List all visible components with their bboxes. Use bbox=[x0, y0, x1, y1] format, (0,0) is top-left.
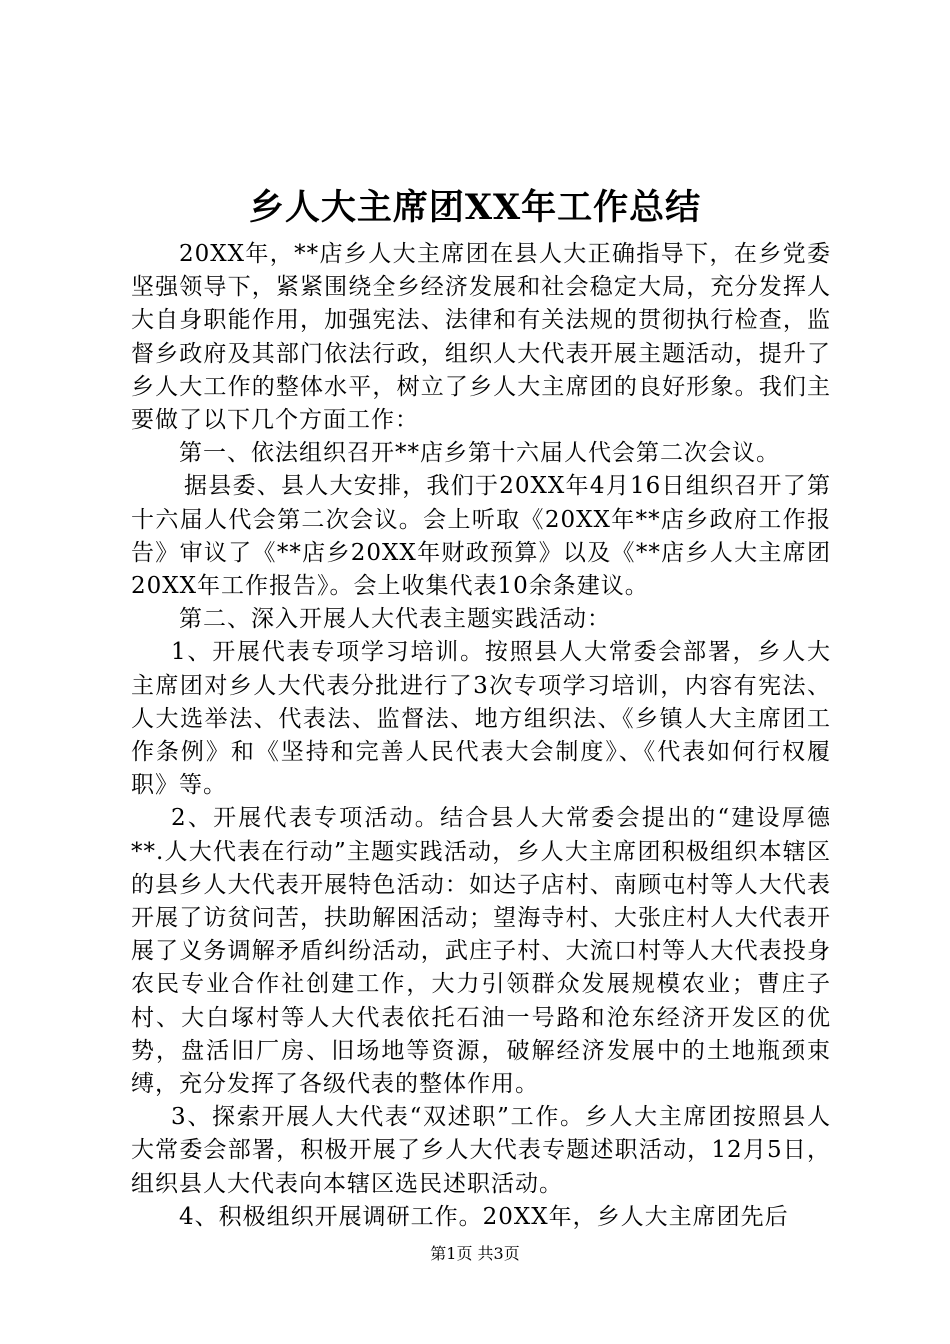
paragraph-section-2-heading: 第二、深入开展人大代表主题实践活动： bbox=[179, 606, 611, 633]
paragraph-item-1: 1、开展代表专项学习培训。按照县人大常委会部署，乡人大主席团对乡人大代表分批进行了3次专项学习培训，内容有宪法、人大选举法、代表法、监督法、地方组织法、《乡镇人大主席团工作条例》和《坚持和完善人民代表大会制度》、《代表如何行权履职》等。 bbox=[131, 639, 831, 799]
document-title: 乡人大主席团XX年工作总结 bbox=[248, 187, 702, 228]
paragraph-section-1-heading: 第一、依法组织召开**店乡第十六届人代会第二次会议。 bbox=[179, 440, 780, 467]
page-number: 第1页 共3页 bbox=[430, 1244, 520, 1263]
paragraph-section-1-body: 据县委、县人大安排，我们于20XX年4月16日组织召开了第十六届人代会第二次会议。会上听取《20XX年**店乡政府工作报告》审议了《**店乡20XX年财政预算》以及《**店乡人大主席团20XX年工作报告》。会上收集代表10余条建议。 bbox=[131, 473, 831, 600]
paragraph-intro: 20XX年，**店乡人大主席团在县人大正确指导下，在乡党委坚强领导下，紧紧围绕全乡经济发展和社会稳定大局，充分发挥人大自身职能作用，加强宪法、法律和有关法规的贯彻执行检查，监督乡政府及其部门依法行政，组织人大代表开展主题活动，提升了乡人大工作的整体水平，树立了乡人大主席团的良好形象。我们主要做了以下几个方面工作： bbox=[131, 241, 831, 434]
paragraph-item-4: 4、积极组织开展调研工作。20XX年，乡人大主席团先后 bbox=[179, 1203, 789, 1230]
paragraph-item-3: 3、探索开展人大代表“双述职”工作。乡人大主席团按照县人大常委会部署，积极开展了乡人大代表专题述职活动，12月5日，组织县人大代表向本辖区选民述职活动。 bbox=[131, 1104, 831, 1197]
document-body bbox=[131, 238, 831, 1234]
paragraph-item-2: 2、开展代表专项活动。结合县人大常委会提出的“建设厚德**.人大代表在行动”主题实践活动，乡人大主席团积极组织本辖区的县乡人大代表开展特色活动：如达子店村、南顾屯村等人大代表开展了访贫问苦，扶助解困活动；望海寺村、大张庄村人大代表开展了义务调解矛盾纠纷活动，武庄子村、大流口村等人大代表投身农民专业合作社创建工作，大力引领群众发展规模农业；曹庄子村、大白塚村等人大代表依托石油一号路和沧东经济开发区的优势，盘活旧厂房、旧场地等资源，破解经济发展中的土地瓶颈束缚，充分发挥了各级代表的整体作用。 bbox=[131, 805, 831, 1098]
